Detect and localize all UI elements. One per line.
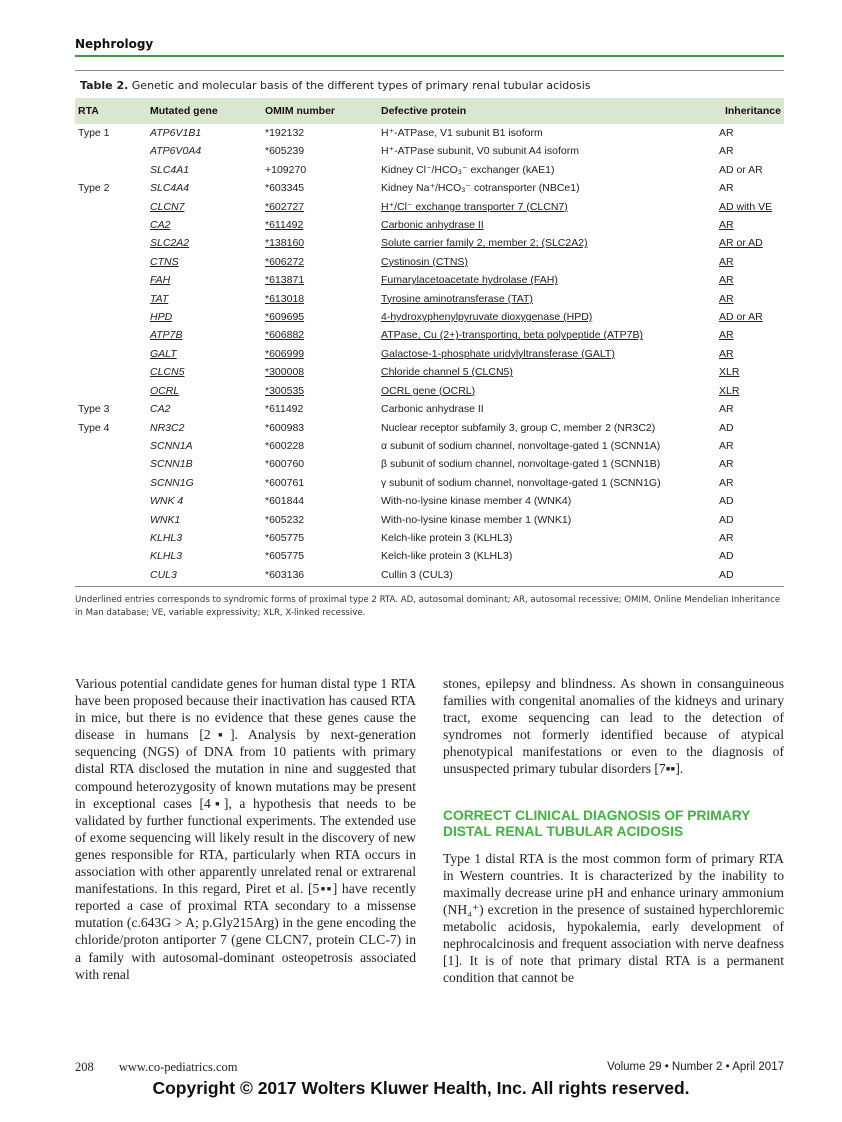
cell-omim-text: *613871 xyxy=(265,274,305,287)
cell-inheritance-text: AD or AR xyxy=(719,163,763,176)
cell-gene xyxy=(147,492,262,510)
cell-omim-text: *605775 xyxy=(265,550,305,563)
cell-omim-text: *603345 xyxy=(265,182,305,195)
cell-inheritance-text: AR xyxy=(719,347,734,360)
cell-protein-text: Kidney Cl⁻/HCO₃⁻ exchanger (kAE1) xyxy=(381,163,555,176)
cell-gene-text: CA2 xyxy=(150,403,171,416)
cell-protein xyxy=(378,363,716,381)
cell-protein-text: Solute carrier family 2, member 2; (SLC2A2) xyxy=(381,237,588,250)
cell-protein-text: Cullin 3 (CUL3) xyxy=(381,568,453,581)
cell-inheritance-text: AR xyxy=(719,531,734,544)
cell-protein xyxy=(378,382,716,400)
cell-omim-text: *606272 xyxy=(265,255,305,268)
cell-inheritance xyxy=(716,234,784,252)
cell-inheritance xyxy=(716,308,784,326)
table-row xyxy=(75,179,784,197)
body-right-column xyxy=(443,675,784,986)
cell-gene-text: KLHL3 xyxy=(150,550,183,563)
cell-inheritance xyxy=(716,437,784,455)
copyright-notice: Copyright © 2017 Wolters Kluwer Health, Inc. All rights reserved. xyxy=(152,1078,690,1098)
cell-rta xyxy=(75,253,147,271)
cell-inheritance xyxy=(716,455,784,473)
cell-protein xyxy=(378,290,716,308)
cell-gene-text: CTNS xyxy=(150,255,179,268)
cell-protein xyxy=(378,547,716,565)
cell-gene-text: SCNN1A xyxy=(150,439,193,452)
cell-inheritance-text: AR xyxy=(719,182,734,195)
cell-rta xyxy=(75,179,147,197)
cell-gene-text: WNK1 xyxy=(150,513,181,526)
cell-omim xyxy=(262,216,378,234)
cell-rta xyxy=(75,124,147,142)
cell-omim xyxy=(262,492,378,510)
cell-rta-text: Type 4 xyxy=(78,421,110,434)
cell-omim-text: *611492 xyxy=(265,219,304,232)
cell-rta xyxy=(75,345,147,363)
table-row xyxy=(75,234,784,252)
cell-rta xyxy=(75,271,147,289)
cell-protein-text: α subunit of sodium channel, nonvoltage-gated 1 (SCNN1A) xyxy=(381,439,661,452)
cell-gene xyxy=(147,290,262,308)
table-row xyxy=(75,455,784,473)
cell-protein-text: 4-hydroxyphenylpyruvate dioxygenase (HPD) xyxy=(381,311,593,324)
cell-gene-text: CLCN7 xyxy=(150,200,185,213)
cell-protein-text: Galactose-1-phosphate uridylyltransferase (GALT) xyxy=(381,347,615,360)
cell-protein-text: H⁺/Cl⁻ exchange transporter 7 (CLCN7) xyxy=(381,200,568,213)
cell-inheritance xyxy=(716,382,784,400)
cell-gene xyxy=(147,161,262,179)
cell-omim-text: *600761 xyxy=(265,476,305,489)
cell-omim-text: *600983 xyxy=(265,421,305,434)
cell-protein xyxy=(378,234,716,252)
cell-inheritance-text: AR xyxy=(719,255,734,268)
table-row xyxy=(75,492,784,510)
table-row xyxy=(75,566,784,584)
cell-protein xyxy=(378,179,716,197)
cell-protein xyxy=(378,345,716,363)
page-number: 208 xyxy=(75,1060,94,1074)
cell-protein-text: Kidney Na⁺/HCO₃⁻ cotransporter (NBCe1) xyxy=(381,182,580,195)
cell-omim xyxy=(262,253,378,271)
cell-protein xyxy=(378,492,716,510)
cell-protein xyxy=(378,511,716,529)
cell-gene xyxy=(147,566,262,584)
cell-inheritance xyxy=(716,161,784,179)
cell-gene xyxy=(147,474,262,492)
section-heading: CORRECT CLINICAL DIAGNOSIS OF PRIMARY DISTAL RENAL TUBULAR ACIDOSIS xyxy=(443,807,751,840)
cell-rta xyxy=(75,419,147,437)
cell-protein xyxy=(378,124,716,142)
table-row xyxy=(75,216,784,234)
cell-gene xyxy=(147,198,262,216)
cell-rta xyxy=(75,511,147,529)
cell-gene xyxy=(147,179,262,197)
table-row xyxy=(75,474,784,492)
cell-gene-text: ATP6V1B1 xyxy=(150,127,202,139)
cell-gene-text: CLCN5 xyxy=(150,366,185,379)
header-inheritance: Inheritance xyxy=(716,98,784,124)
cell-inheritance-text: AR xyxy=(719,329,734,342)
body-paragraph-right-2: Type 1 distal RTA is the most common form of primary RTA in Western countries. It is characterized by the inability to maximally decrease urine pH and enhance urinary ammonium (NH₄⁺) excretion in the presence of sustained hyperchloremic metabolic acidosis, hypokalemia, early development of nephrocalcinosis and frequent association with nerve deafness [1]. It is of note that primary distal RTA is a permanent condition that cannot be xyxy=(443,850,784,986)
cell-omim xyxy=(262,326,378,344)
cell-omim-text: *300008 xyxy=(265,366,305,379)
cell-inheritance xyxy=(716,124,784,142)
cell-protein xyxy=(378,198,716,216)
cell-omim xyxy=(262,345,378,363)
cell-inheritance xyxy=(716,419,784,437)
cell-protein-text: Chloride channel 5 (CLCN5) xyxy=(381,366,513,379)
header-rule xyxy=(75,55,784,57)
header-protein: Defective protein xyxy=(378,98,716,124)
cell-rta-text: Type 3 xyxy=(78,403,110,416)
cell-inheritance xyxy=(716,492,784,510)
cell-omim-text: *605232 xyxy=(265,513,305,526)
cell-protein xyxy=(378,455,716,473)
cell-rta xyxy=(75,216,147,234)
cell-omim-text: *600228 xyxy=(265,439,305,452)
cell-omim xyxy=(262,437,378,455)
cell-protein-text: With-no-lysine kinase member 4 (WNK4) xyxy=(381,495,572,508)
cell-protein-text: With-no-lysine kinase member 1 (WNK1) xyxy=(381,513,572,526)
cell-protein xyxy=(378,437,716,455)
cell-gene-text: SCNN1G xyxy=(150,476,194,489)
cell-omim-text: *602727 xyxy=(265,200,305,213)
table-caption xyxy=(75,70,784,98)
cell-gene-text: SLC2A2 xyxy=(150,237,190,250)
header-omim: OMIM number xyxy=(262,98,378,124)
table-body xyxy=(75,124,784,584)
cell-gene xyxy=(147,529,262,547)
cell-gene xyxy=(147,437,262,455)
cell-inheritance xyxy=(716,566,784,584)
cell-rta-text: Type 1 xyxy=(78,127,110,139)
cell-inheritance xyxy=(716,253,784,271)
header-gene: Mutated gene xyxy=(147,98,262,124)
cell-omim-text: +109270 xyxy=(265,163,307,176)
cell-inheritance-text: AR xyxy=(719,476,734,489)
cell-protein-text: γ subunit of sodium channel, nonvoltage-gated 1 (SCNN1G) xyxy=(381,476,661,489)
cell-omim xyxy=(262,234,378,252)
cell-protein-text: Kelch-like protein 3 (KLHL3) xyxy=(381,550,513,563)
cell-rta xyxy=(75,400,147,418)
cell-gene xyxy=(147,253,262,271)
cell-omim xyxy=(262,179,378,197)
table-row xyxy=(75,547,784,565)
running-head: Nephrology xyxy=(75,37,154,51)
cell-rta xyxy=(75,142,147,160)
cell-rta xyxy=(75,326,147,344)
cell-gene-text: NR3C2 xyxy=(150,421,185,434)
cell-inheritance-text: XLR xyxy=(719,366,740,379)
cell-omim-text: *605775 xyxy=(265,531,305,544)
cell-gene-text: OCRL xyxy=(150,384,180,397)
footer-left xyxy=(75,1060,259,1075)
cell-inheritance-text: AR xyxy=(719,403,734,416)
cell-rta-text: Type 2 xyxy=(78,182,110,195)
cell-omim xyxy=(262,455,378,473)
cell-inheritance xyxy=(716,179,784,197)
cell-omim-text: *600760 xyxy=(265,458,305,471)
body-paragraph-left: Various potential candidate genes for human distal type 1 RTA have been proposed because their inactivation has caused RTA in mice, but there is no evidence that these genes cause the disease in humans [2▪]. Analysis by next-generation sequencing (NGS) of DNA from 10 patients with primary distal RTA disclosed the mutation in nine and suggested that compound heterozygosity of known mutations may be present in exceptional cases [4▪], a hypothesis that needs to be validated by further functional experiments. The extended use of exome sequencing will likely result in the discovery of new genes responsible for RTA, particularly when RTA occurs in association with other apparently unrelated renal or extrarenal manifestations. In this regard, Piret et al. [5▪▪] have recently reported a case of proximal RTA secondary to a missense mutation (c.643G > A; p.Gly215Arg) in the gene encoding the chloride/proton antiporter 7 (gene CLCN7, protein CLC-7) in a family with autosomal-dominant osteopetrosis associated with renal xyxy=(75,676,416,982)
cell-inheritance-text: AR xyxy=(719,458,734,471)
cell-protein xyxy=(378,142,716,160)
cell-protein xyxy=(378,326,716,344)
cell-inheritance xyxy=(716,547,784,565)
cell-gene-text: HPD xyxy=(150,311,173,324)
cell-inheritance-text: XLR xyxy=(719,384,740,397)
cell-protein xyxy=(378,253,716,271)
cell-protein-text: Fumarylacetoacetate hydrolase (FAH) xyxy=(381,274,558,287)
cell-inheritance-text: AD xyxy=(719,421,734,434)
cell-rta xyxy=(75,437,147,455)
cell-inheritance xyxy=(716,363,784,381)
table-row xyxy=(75,308,784,326)
table-row xyxy=(75,290,784,308)
table-caption-text: Genetic and molecular basis of the different types of primary renal tubular acidosis xyxy=(131,79,591,92)
table-row xyxy=(75,363,784,381)
cell-gene-text: CUL3 xyxy=(150,568,177,581)
cell-omim-text: *611492 xyxy=(265,403,304,416)
cell-protein xyxy=(378,400,716,418)
cell-gene xyxy=(147,142,262,160)
cell-inheritance xyxy=(716,400,784,418)
cell-omim xyxy=(262,419,378,437)
cell-omim xyxy=(262,308,378,326)
table-label: Table 2. xyxy=(80,79,129,92)
cell-protein-text: H⁺-ATPase, V1 subunit B1 isoform xyxy=(381,127,543,139)
cell-omim xyxy=(262,547,378,565)
table-footnote: Underlined entries corresponds to syndromic forms of proximal type 2 RTA. AD, autosomal dominant; AR, autosomal recessive; OMIM, Online Mendelian Inheritance in Man database; VE, variable expressivity; XLR, X-linked recessive. xyxy=(75,595,781,619)
cell-omim-text: *192132 xyxy=(265,127,305,139)
issue-info: Volume 29 • Number 2 • April 2017 xyxy=(607,1061,784,1073)
cell-protein-text: Tyrosine aminotransferase (TAT) xyxy=(381,292,533,305)
cell-rta xyxy=(75,566,147,584)
cell-omim xyxy=(262,290,378,308)
cell-omim-text: *300535 xyxy=(265,384,305,397)
cell-rta xyxy=(75,492,147,510)
cell-inheritance xyxy=(716,345,784,363)
table-row xyxy=(75,142,784,160)
table-row xyxy=(75,511,784,529)
cell-gene-text: CA2 xyxy=(150,219,171,232)
cell-protein-text: Cystinosin (CTNS) xyxy=(381,255,468,268)
cell-inheritance xyxy=(716,216,784,234)
cell-inheritance xyxy=(716,198,784,216)
cell-gene-text: FAH xyxy=(150,274,171,287)
cell-inheritance xyxy=(716,474,784,492)
cell-omim xyxy=(262,124,378,142)
cell-inheritance-text: AR or AD xyxy=(719,237,763,250)
cell-omim xyxy=(262,363,378,381)
header-rta: RTA xyxy=(75,98,147,124)
cell-omim xyxy=(262,400,378,418)
table-row xyxy=(75,271,784,289)
cell-gene-text: SCNN1B xyxy=(150,458,193,471)
cell-rta xyxy=(75,382,147,400)
cell-rta xyxy=(75,474,147,492)
cell-inheritance-text: AR xyxy=(719,127,734,139)
cell-gene-text: ATP6V0A4 xyxy=(150,145,202,158)
cell-omim-text: *609695 xyxy=(265,311,305,324)
cell-gene xyxy=(147,234,262,252)
cell-protein-text: Kelch-like protein 3 (KLHL3) xyxy=(381,531,513,544)
cell-omim xyxy=(262,198,378,216)
cell-protein-text: Carbonic anhydrase II xyxy=(381,403,484,416)
cell-gene-text: SLC4A1 xyxy=(150,163,190,176)
cell-gene-text: WNK 4 xyxy=(150,495,184,508)
cell-inheritance xyxy=(716,326,784,344)
cell-protein-text: Nuclear receptor subfamily 3, group C, member 2 (NR3C2) xyxy=(381,421,656,434)
cell-rta xyxy=(75,234,147,252)
cell-inheritance-text: AR xyxy=(719,292,734,305)
cell-gene-text: GALT xyxy=(150,347,177,360)
rta-genetics-table xyxy=(75,98,784,584)
cell-gene xyxy=(147,308,262,326)
table-row xyxy=(75,345,784,363)
cell-protein xyxy=(378,161,716,179)
cell-rta xyxy=(75,363,147,381)
cell-rta xyxy=(75,290,147,308)
cell-inheritance-text: AD xyxy=(719,568,734,581)
cell-omim xyxy=(262,566,378,584)
cell-protein xyxy=(378,419,716,437)
cell-inheritance xyxy=(716,529,784,547)
table-row xyxy=(75,400,784,418)
cell-omim-text: *606999 xyxy=(265,347,305,360)
table-block xyxy=(75,70,784,620)
cell-inheritance-text: AD xyxy=(719,513,734,526)
table-row xyxy=(75,529,784,547)
cell-inheritance xyxy=(716,142,784,160)
cell-rta xyxy=(75,198,147,216)
cell-inheritance-text: AR xyxy=(719,145,734,158)
cell-rta xyxy=(75,455,147,473)
cell-omim xyxy=(262,529,378,547)
cell-gene xyxy=(147,124,262,142)
cell-inheritance-text: AR xyxy=(719,219,734,232)
cell-protein-text: Carbonic anhydrase II xyxy=(381,219,484,232)
table-row xyxy=(75,326,784,344)
table-row xyxy=(75,382,784,400)
cell-gene xyxy=(147,382,262,400)
cell-omim xyxy=(262,142,378,160)
cell-inheritance-text: AD with VE xyxy=(719,200,773,213)
cell-inheritance xyxy=(716,511,784,529)
cell-inheritance-text: AD or AR xyxy=(719,311,763,324)
cell-gene xyxy=(147,455,262,473)
cell-inheritance xyxy=(716,290,784,308)
cell-omim-text: *603136 xyxy=(265,568,305,581)
cell-omim-text: *605239 xyxy=(265,145,305,158)
cell-rta xyxy=(75,308,147,326)
cell-gene-text: TAT xyxy=(150,292,169,305)
cell-protein xyxy=(378,308,716,326)
cell-gene xyxy=(147,363,262,381)
journal-website: www.co-pediatrics.com xyxy=(118,1060,238,1074)
cell-gene-text: ATP7B xyxy=(150,329,183,342)
cell-protein-text: H⁺-ATPase subunit, V0 subunit A4 isoform xyxy=(381,145,579,158)
cell-omim xyxy=(262,474,378,492)
cell-protein-text: ATPase, Cu (2+)-transporting, beta polypeptide (ATP7B) xyxy=(381,329,643,342)
cell-omim xyxy=(262,161,378,179)
cell-omim-text: *613018 xyxy=(265,292,305,305)
cell-protein-text: β subunit of sodium channel, nonvoltage-gated 1 (SCNN1B) xyxy=(381,458,661,471)
cell-rta xyxy=(75,547,147,565)
cell-protein xyxy=(378,474,716,492)
cell-protein xyxy=(378,529,716,547)
cell-gene-text: SLC4A4 xyxy=(150,182,190,195)
cell-gene xyxy=(147,547,262,565)
table-row xyxy=(75,437,784,455)
cell-inheritance-text: AR xyxy=(719,439,734,452)
cell-inheritance xyxy=(716,271,784,289)
table-row xyxy=(75,161,784,179)
body-paragraph-right-1: stones, epilepsy and blindness. As shown in consanguineous families with congenital anomalies of the kidneys and urinary tract, exome sequencing can lead to the detection of syndromes not formerly identified because of atypical phenotypical manifestations or even to the diagnosis of unsuspected primary tubular disorders [7▪▪]. xyxy=(443,676,784,777)
cell-omim xyxy=(262,271,378,289)
cell-protein xyxy=(378,271,716,289)
table-row xyxy=(75,198,784,216)
cell-omim-text: *138160 xyxy=(265,237,305,250)
cell-omim-text: *606882 xyxy=(265,329,305,342)
cell-gene xyxy=(147,345,262,363)
cell-gene xyxy=(147,326,262,344)
table-row xyxy=(75,419,784,437)
cell-protein xyxy=(378,216,716,234)
cell-omim-text: *601844 xyxy=(265,495,305,508)
cell-protein xyxy=(378,566,716,584)
table-header-row xyxy=(75,98,784,124)
body-left-column xyxy=(75,675,416,983)
table-row xyxy=(75,253,784,271)
cell-protein-text: OCRL gene (OCRL) xyxy=(381,384,476,397)
cell-gene xyxy=(147,271,262,289)
cell-inheritance-text: AD xyxy=(719,495,734,508)
cell-inheritance-text: AD xyxy=(719,550,734,563)
cell-gene-text: KLHL3 xyxy=(150,531,183,544)
cell-gene xyxy=(147,511,262,529)
cell-gene xyxy=(147,419,262,437)
cell-gene xyxy=(147,216,262,234)
cell-gene xyxy=(147,400,262,418)
cell-rta xyxy=(75,529,147,547)
cell-omim xyxy=(262,511,378,529)
cell-rta xyxy=(75,161,147,179)
cell-omim xyxy=(262,382,378,400)
cell-inheritance-text: AR xyxy=(719,274,734,287)
table-row xyxy=(75,124,784,142)
